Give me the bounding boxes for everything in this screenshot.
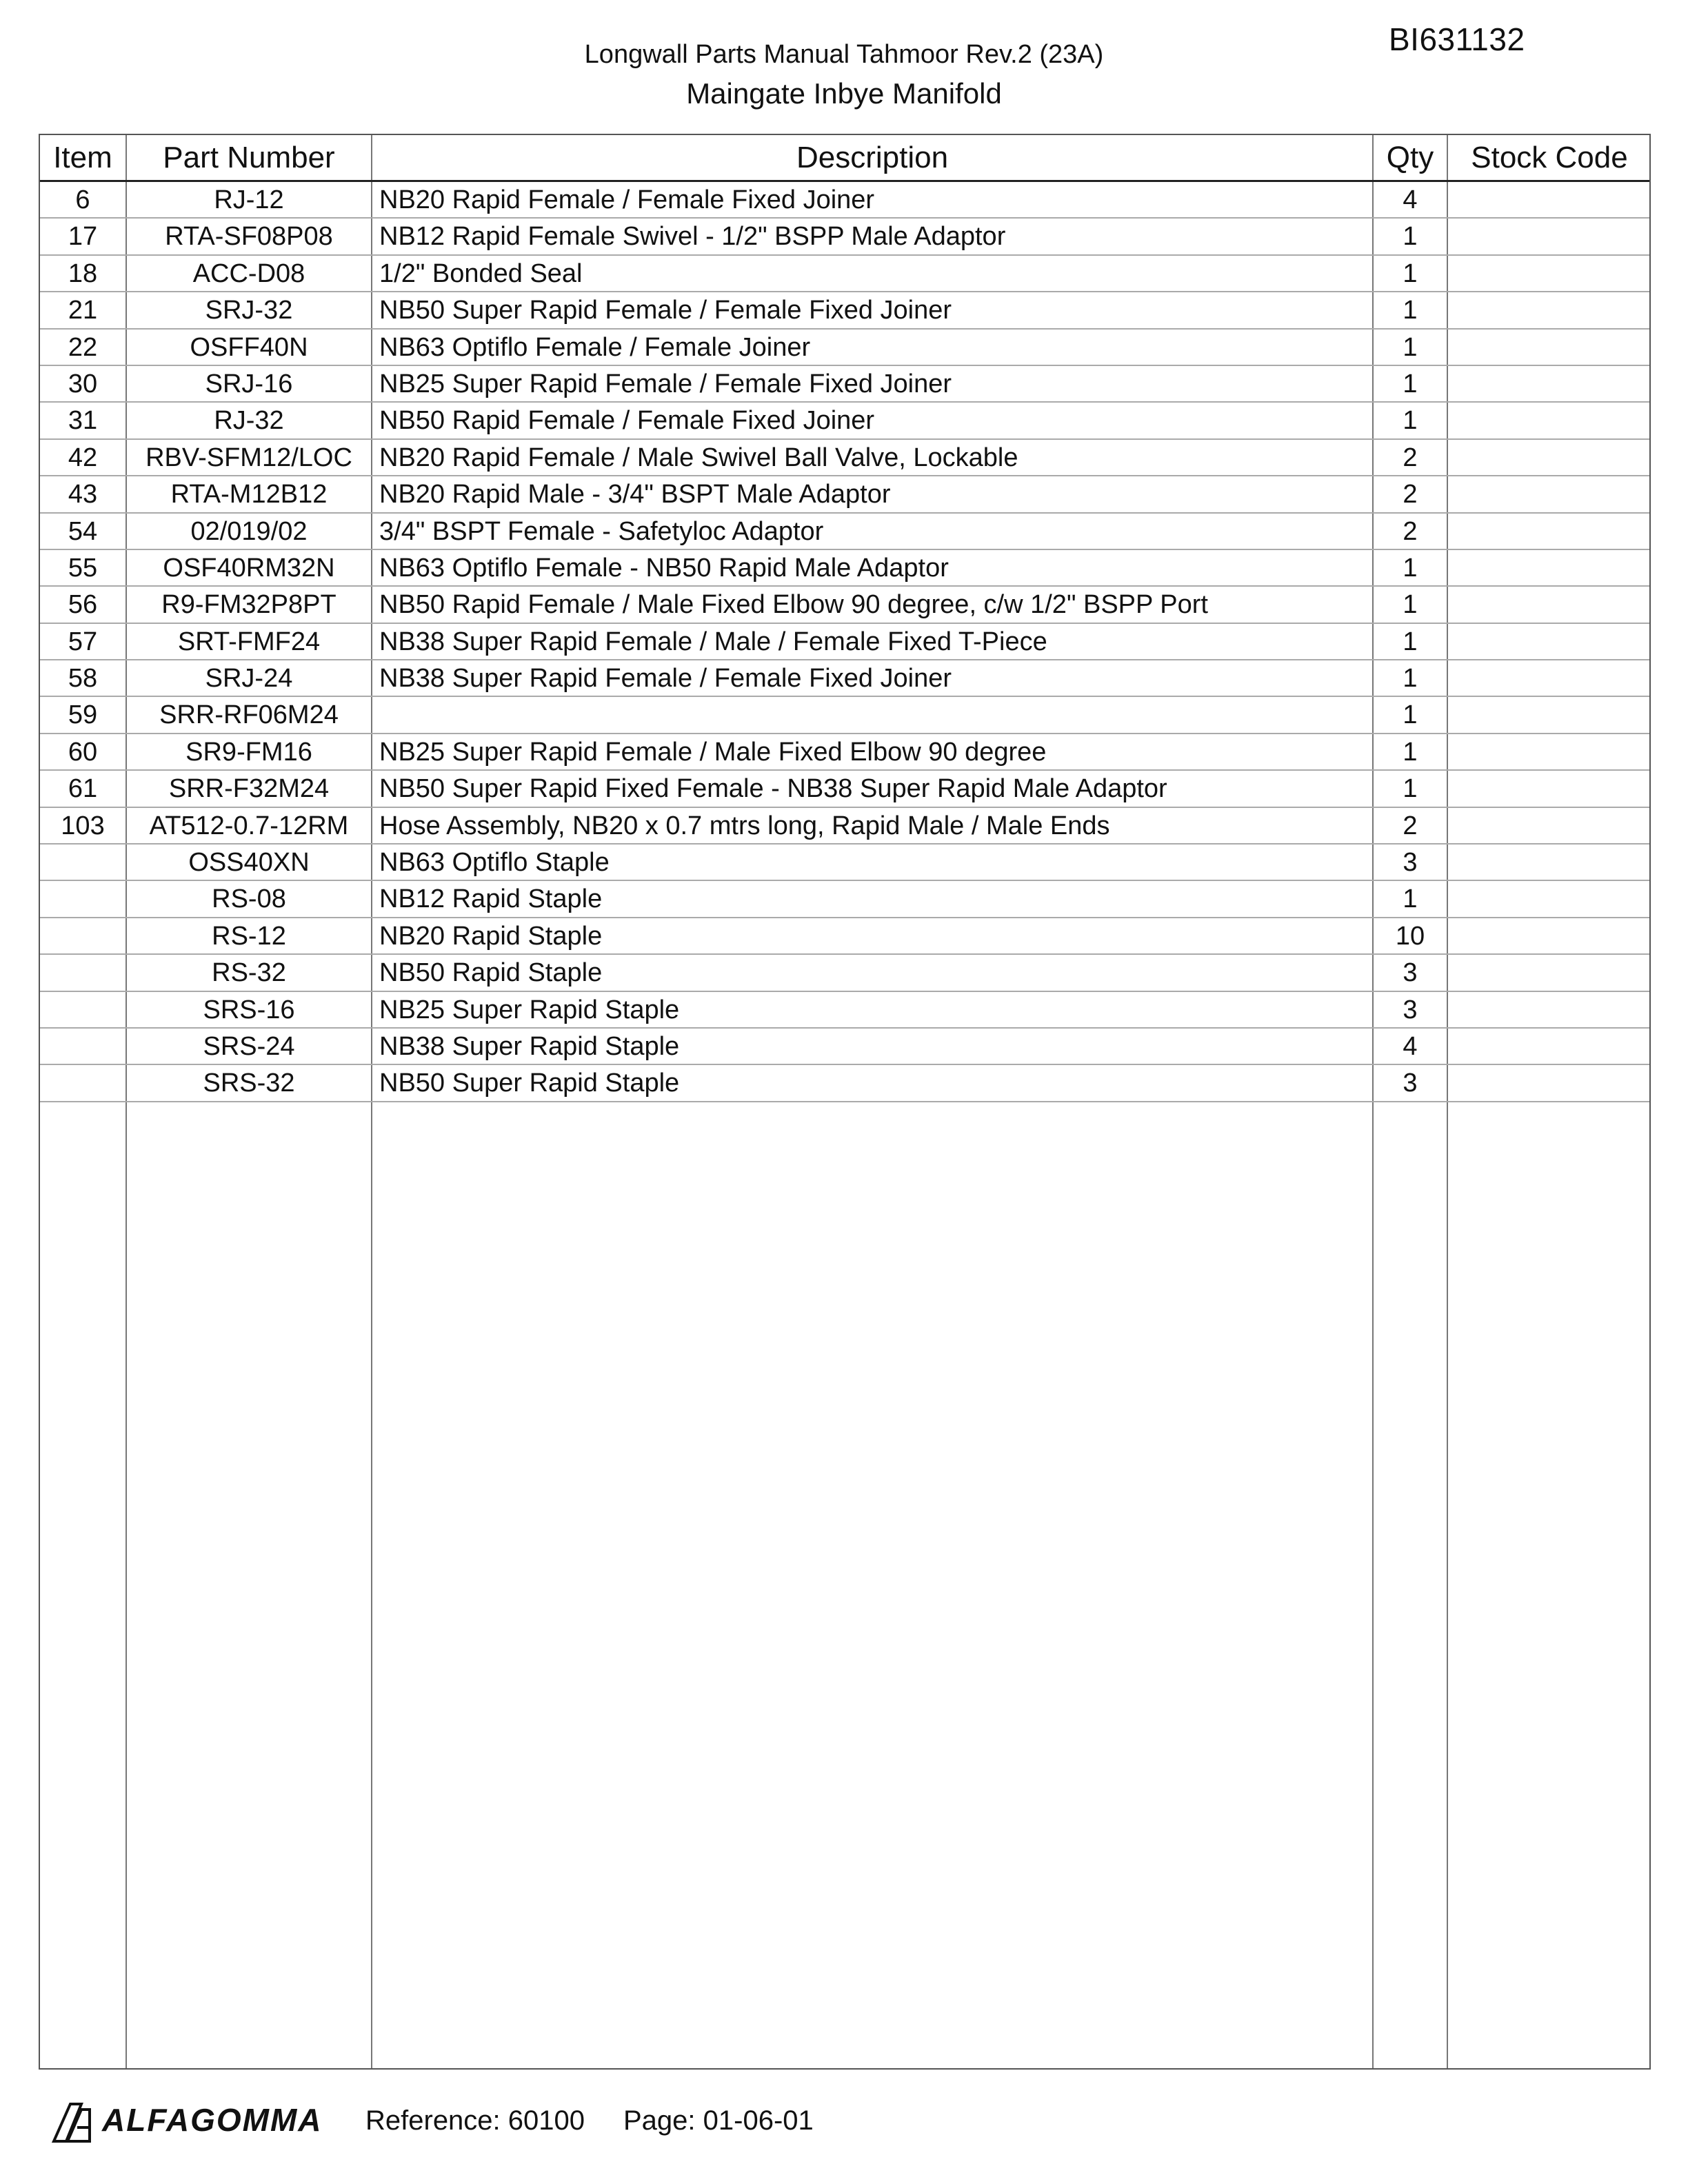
row-description: NB50 Super Rapid Female / Female Fixed Joiner [379, 296, 952, 325]
row-part-number: RS-08 [212, 884, 286, 914]
page-label: Page: [623, 2105, 696, 2136]
row-qty: 3 [1403, 995, 1418, 1024]
row-item [40, 845, 125, 880]
row-item: 58 [68, 664, 98, 694]
row-qty: 1 [1403, 884, 1418, 914]
row-item: 42 [68, 443, 98, 472]
row-qty: 2 [1403, 516, 1418, 546]
row-description: NB20 Rapid Male - 3/4" BSPT Male Adaptor [379, 480, 891, 509]
row-description: NB20 Rapid Female / Male Swivel Ball Valve, Lockable [379, 443, 1018, 472]
column-header-stock-code: Stock Code [1471, 141, 1628, 174]
table-row [40, 182, 1649, 219]
row-qty: 1 [1403, 222, 1418, 252]
row-description: NB50 Rapid Female / Male Fixed Elbow 90 degree, c/w 1/2" BSPP Port [379, 590, 1208, 620]
row-item: 18 [68, 259, 98, 288]
row-stock-code [1448, 808, 1651, 843]
row-part-number: SRJ-24 [205, 664, 293, 694]
row-part-number: RJ-32 [214, 406, 284, 436]
table-row [40, 918, 1649, 955]
reference [365, 2105, 585, 2136]
row-description: NB20 Rapid Staple [379, 921, 603, 951]
row-stock-code [1448, 918, 1651, 953]
row-item [40, 992, 125, 1027]
row-qty: 1 [1403, 664, 1418, 694]
table-row [40, 256, 1649, 292]
row-qty: 1 [1403, 627, 1418, 656]
table-row [40, 771, 1649, 807]
row-stock-code [1448, 219, 1651, 254]
row-description: NB50 Rapid Female / Female Fixed Joiner [379, 406, 875, 436]
table-row [40, 697, 1649, 734]
row-description [379, 697, 1372, 732]
row-item: 55 [68, 553, 98, 583]
row-qty: 1 [1403, 553, 1418, 583]
reference-label: Reference: [365, 2105, 501, 2136]
logo-wordmark: ALFAGOMMA [102, 2102, 323, 2138]
row-description: NB20 Rapid Female / Female Fixed Joiner [379, 185, 875, 214]
row-stock-code [1448, 697, 1651, 732]
row-qty: 10 [1395, 921, 1425, 951]
row-description: NB63 Optiflo Female / Female Joiner [379, 332, 811, 362]
row-stock-code [1448, 1065, 1651, 1100]
alfagomma-logo [51, 2096, 382, 2151]
row-qty: 2 [1403, 443, 1418, 472]
table-row [40, 955, 1649, 991]
row-stock-code [1448, 256, 1651, 291]
row-item: 21 [68, 296, 98, 325]
row-item [40, 881, 125, 916]
row-stock-code [1448, 771, 1651, 806]
row-stock-code [1448, 514, 1651, 549]
row-stock-code [1448, 330, 1651, 365]
table-row [40, 403, 1649, 439]
row-description: NB25 Super Rapid Female / Female Fixed Joiner [379, 369, 952, 398]
row-item [40, 918, 125, 953]
row-item [40, 955, 125, 990]
row-part-number: SRJ-16 [205, 369, 293, 398]
row-description: NB63 Optiflo Staple [379, 848, 610, 878]
row-part-number: ACC-D08 [192, 259, 305, 288]
table-row [40, 1029, 1649, 1065]
row-item: 59 [68, 700, 98, 730]
row-stock-code [1448, 366, 1651, 401]
row-part-number: SRS-16 [203, 995, 295, 1024]
row-description: NB12 Rapid Staple [379, 884, 603, 914]
row-description: NB25 Super Rapid Staple [379, 995, 680, 1024]
row-part-number: RS-12 [212, 921, 286, 951]
row-description: NB25 Super Rapid Female / Male Fixed Elbow 90 degree [379, 737, 1047, 767]
column-header-part-number: Part Number [163, 141, 335, 174]
row-stock-code [1448, 955, 1651, 990]
row-item: 103 [61, 811, 105, 840]
row-description: 1/2" Bonded Seal [379, 259, 583, 288]
manual-title: Longwall Parts Manual Tahmoor Rev.2 (23A) [584, 40, 1104, 69]
page-value: 01-06-01 [703, 2105, 814, 2136]
row-part-number: SRS-24 [203, 1031, 295, 1061]
table-row [40, 366, 1649, 403]
row-item: 56 [68, 590, 98, 620]
row-stock-code [1448, 992, 1651, 1027]
row-item: 22 [68, 332, 98, 362]
row-item: 60 [68, 737, 98, 767]
row-stock-code [1448, 734, 1651, 769]
row-qty: 1 [1403, 737, 1418, 767]
row-part-number: AT512-0.7-12RM [149, 811, 349, 840]
row-stock-code [1448, 587, 1651, 622]
row-item: 43 [68, 480, 98, 509]
row-stock-code [1448, 182, 1651, 217]
row-description: NB38 Super Rapid Female / Male / Female Fixed T-Piece [379, 627, 1047, 656]
row-stock-code [1448, 660, 1651, 696]
row-description: NB38 Super Rapid Staple [379, 1031, 680, 1061]
table-row [40, 845, 1649, 881]
alfagomma-logo-icon [51, 2100, 92, 2144]
row-description: NB50 Super Rapid Staple [379, 1069, 680, 1098]
row-item: 61 [68, 774, 98, 804]
row-stock-code [1448, 845, 1651, 880]
row-qty: 3 [1403, 958, 1418, 988]
row-item [40, 1029, 125, 1064]
row-item: 57 [68, 627, 98, 656]
row-part-number: OSF40RM32N [163, 553, 335, 583]
row-item: 17 [68, 222, 98, 252]
table-row [40, 476, 1649, 513]
row-part-number: RBV-SFM12/LOC [145, 443, 352, 472]
row-part-number: SRR-F32M24 [168, 774, 330, 804]
row-qty: 3 [1403, 1069, 1418, 1098]
reference-value: 60100 [508, 2105, 585, 2136]
row-part-number: OSFF40N [190, 332, 308, 362]
section-title: Maingate Inbye Manifold [686, 77, 1002, 110]
table-row [40, 587, 1649, 623]
table-row [40, 292, 1649, 329]
table-row [40, 219, 1649, 255]
table-body [40, 182, 1649, 1102]
row-item: 6 [75, 185, 90, 214]
row-description: NB50 Super Rapid Fixed Female - NB38 Super Rapid Male Adaptor [379, 774, 1167, 804]
row-item [40, 1065, 125, 1100]
row-part-number: RS-32 [212, 958, 286, 988]
row-item: 30 [68, 369, 98, 398]
table-row [40, 881, 1649, 918]
row-description: NB50 Rapid Staple [379, 958, 603, 988]
table-row [40, 808, 1649, 845]
row-item: 54 [68, 516, 98, 546]
row-stock-code [1448, 881, 1651, 916]
row-qty: 1 [1403, 369, 1418, 398]
row-qty: 1 [1403, 774, 1418, 804]
row-part-number: SRR-RF06M24 [159, 700, 339, 730]
table-row [40, 624, 1649, 660]
row-description: NB12 Rapid Female Swivel - 1/2" BSPP Male Adaptor [379, 222, 1006, 252]
table-row [40, 992, 1649, 1029]
row-stock-code [1448, 292, 1651, 327]
row-qty: 1 [1403, 700, 1418, 730]
row-stock-code [1448, 624, 1651, 659]
column-header-item: Item [53, 141, 112, 174]
row-qty: 4 [1403, 185, 1418, 214]
row-description: 3/4" BSPT Female - Safetyloc Adaptor [379, 516, 824, 546]
table-row [40, 330, 1649, 366]
row-stock-code [1448, 550, 1651, 585]
row-qty: 1 [1403, 590, 1418, 620]
row-part-number: SRT-FMF24 [177, 627, 321, 656]
row-description: NB38 Super Rapid Female / Female Fixed Joiner [379, 664, 952, 694]
row-part-number: RTA-SF08P08 [165, 222, 333, 252]
row-stock-code [1448, 403, 1651, 438]
row-qty: 3 [1403, 848, 1418, 878]
table-row [40, 514, 1649, 550]
row-part-number: 02/019/02 [190, 516, 308, 546]
row-part-number: RJ-12 [214, 185, 284, 214]
row-part-number: OSS40XN [188, 848, 310, 878]
row-description: NB63 Optiflo Female - NB50 Rapid Male Adaptor [379, 553, 949, 583]
table-row [40, 440, 1649, 476]
row-qty: 1 [1403, 296, 1418, 325]
row-stock-code [1448, 1029, 1651, 1064]
column-header-description: Description [796, 141, 949, 174]
row-qty: 2 [1403, 811, 1418, 840]
column-header-qty: Qty [1386, 141, 1434, 174]
row-qty: 1 [1403, 406, 1418, 436]
row-qty: 1 [1403, 332, 1418, 362]
row-stock-code [1448, 476, 1651, 512]
row-qty: 1 [1403, 259, 1418, 288]
document-id: BI631132 [1389, 21, 1525, 57]
page-number [623, 2105, 814, 2136]
row-description: Hose Assembly, NB20 x 0.7 mtrs long, Rapid Male / Male Ends [379, 811, 1110, 840]
row-qty: 4 [1403, 1031, 1418, 1061]
parts-table [39, 134, 1651, 2070]
row-qty: 2 [1403, 480, 1418, 509]
table-row [40, 1065, 1649, 1102]
row-part-number: RTA-M12B12 [170, 480, 328, 509]
row-part-number: SR9-FM16 [185, 737, 312, 767]
table-row [40, 734, 1649, 771]
row-item: 31 [68, 406, 98, 436]
table-row [40, 660, 1649, 697]
row-part-number: SRJ-32 [205, 296, 293, 325]
row-stock-code [1448, 440, 1651, 475]
row-part-number: SRS-32 [203, 1069, 295, 1098]
table-row [40, 550, 1649, 587]
row-part-number: R9-FM32P8PT [161, 590, 336, 620]
